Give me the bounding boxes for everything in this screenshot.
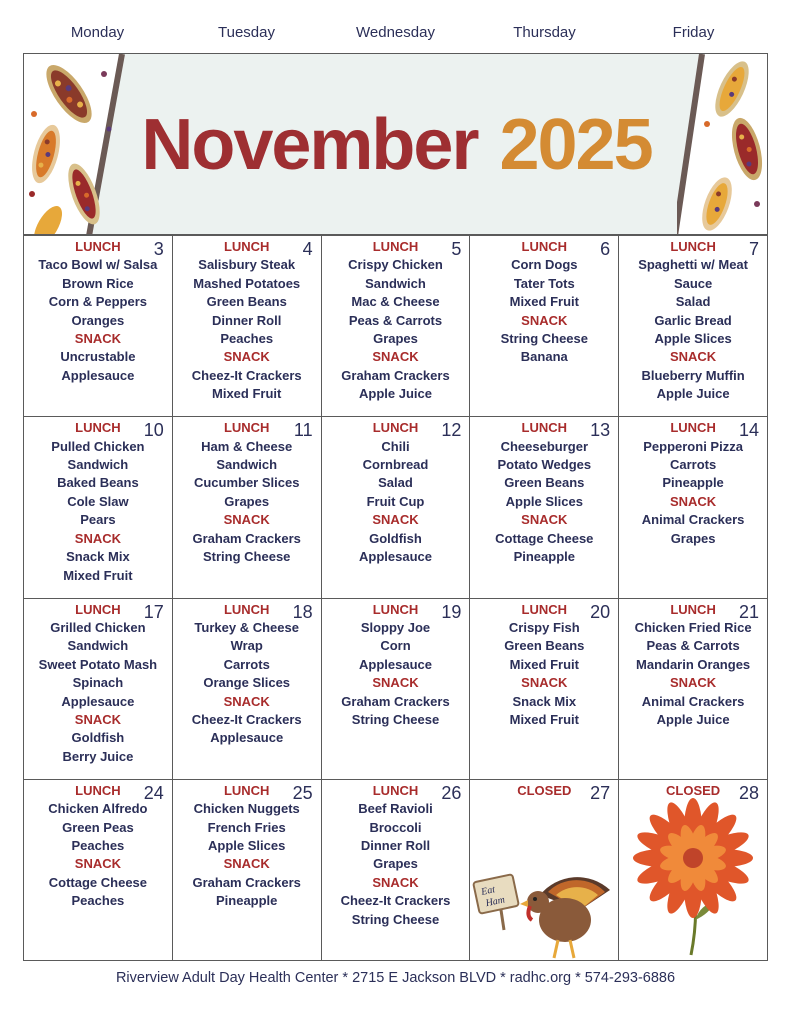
menu-item: Graham Crackers (341, 367, 450, 383)
menu-item: Peaches (71, 893, 125, 909)
menu-item: Pineapple (662, 475, 724, 491)
closed-label: CLOSED (666, 782, 721, 798)
menu-item: Sauce (673, 275, 713, 291)
menu-item: Baked Beans (57, 475, 139, 491)
menu-item: Graham Crackers (192, 874, 301, 890)
page-title (24, 104, 768, 186)
menu-item: Turkey & Cheese (194, 619, 299, 635)
snack-label: SNACK (372, 675, 419, 691)
day-cell (322, 417, 471, 598)
snack-label: SNACK (74, 530, 122, 546)
menu-item: Grapes (373, 331, 418, 347)
menu-item: Goldfish (71, 730, 125, 746)
eat-ham-sign (474, 874, 520, 914)
menu-item: Cornbread (362, 457, 429, 473)
day-cell (24, 780, 173, 961)
snack-label: SNACK (74, 856, 122, 872)
menu-item: Snack Mix (512, 693, 577, 709)
menu-item: Pepperoni Pizza (643, 438, 743, 454)
menu-list (24, 417, 172, 585)
menu-item: Animal Crackers (641, 693, 745, 709)
menu-item: Applesauce (359, 549, 432, 565)
menu-item: Salad (675, 294, 711, 310)
menu-item: Cole Slaw (67, 493, 129, 509)
lunch-label: LUNCH (670, 239, 716, 254)
lunch-label: LUNCH (75, 239, 121, 254)
day-number: 24 (143, 782, 164, 803)
menu-item: Cheeseburger (500, 438, 588, 454)
day-cell (470, 599, 619, 780)
menu-item: Cheez-It Crackers (191, 711, 302, 727)
day-cell (173, 599, 322, 780)
menu-item: Grilled Chicken (50, 619, 146, 635)
day-number: 25 (292, 782, 313, 803)
menu-item: Sandwich (216, 457, 278, 473)
menu-item: Grapes (670, 530, 716, 546)
menu-item: Green Peas (62, 819, 134, 835)
lunch-label: LUNCH (223, 782, 270, 798)
menu-item: Fruit Cup (366, 493, 425, 509)
day-number: 13 (590, 420, 611, 441)
closed-label: CLOSED (517, 782, 572, 798)
snack-label: SNACK (521, 675, 568, 691)
day-number: 7 (748, 239, 759, 259)
menu-item: Applesauce (210, 730, 284, 746)
menu-item: Crispy Fish (508, 619, 580, 635)
snack-label: SNACK (74, 331, 122, 347)
day-number: 12 (441, 420, 462, 441)
menu-item: Cheez-It Crackers (191, 367, 302, 383)
menu-item: Dinner Roll (360, 837, 431, 853)
menu-item: Green Beans (206, 294, 287, 310)
menu-item: Cottage Cheese (495, 530, 594, 546)
menu-item: Mixed Fruit (509, 294, 579, 310)
lunch-label: LUNCH (223, 239, 270, 254)
menu-item: Sandwich (365, 275, 426, 291)
menu-list (24, 236, 172, 385)
menu-item: String Cheese (500, 331, 588, 347)
svg-text:Ham: Ham (485, 894, 507, 909)
weekday-header (23, 24, 768, 46)
menu-item: Peas & Carrots (348, 312, 443, 328)
turkey-icon (470, 780, 618, 961)
day-cell (173, 780, 322, 961)
menu-item: Spinach (72, 675, 124, 691)
lunch-label: LUNCH (372, 782, 419, 798)
month-banner (23, 53, 768, 235)
flower-icon (619, 780, 767, 961)
menu-item: Pineapple (215, 893, 278, 909)
menu-item: Corn (380, 638, 411, 654)
menu-item: Cucumber Slices (193, 475, 300, 491)
day-number: 10 (143, 420, 164, 441)
day-cell (24, 417, 173, 598)
menu-item: Green Beans (504, 638, 585, 654)
menu-item: Ham & Cheese (201, 438, 293, 454)
lunch-label: LUNCH (75, 601, 121, 617)
day-number: 19 (441, 601, 462, 622)
day-cell (322, 780, 471, 961)
menu-item: Apple Juice (656, 711, 730, 727)
menu-item: Mixed Fruit (63, 567, 133, 583)
day-number: 6 (600, 239, 611, 259)
day-cell (173, 417, 322, 598)
menu-item: Animal Crackers (641, 512, 745, 528)
menu-item: Carrots (223, 656, 270, 672)
menu-item: Peas & Carrots (646, 638, 740, 654)
snack-label: SNACK (372, 874, 419, 890)
day-number: 18 (292, 601, 313, 622)
lunch-label: LUNCH (670, 420, 716, 436)
menu-item: Berry Juice (62, 748, 134, 764)
menu-item: Pulled Chicken (51, 438, 145, 454)
menu-item: Goldfish (369, 530, 422, 546)
menu-list (619, 236, 767, 404)
snack-label: SNACK (669, 675, 717, 691)
menu-item: Mandarin Oranges (636, 656, 751, 672)
day-cell (24, 599, 173, 780)
menu-item: Orange Slices (203, 675, 291, 691)
weekday-friday: Friday (672, 24, 715, 41)
menu-list (173, 236, 321, 404)
weekday-thursday: Thursday (513, 24, 576, 41)
menu-item: Graham Crackers (341, 693, 450, 709)
footer-contact: Riverview Adult Day Health Center * 2715 E Jackson BLVD * radhc.org * 574-293-6886 (115, 970, 676, 986)
menu-item: Garlic Bread (654, 312, 732, 328)
day-cell (322, 599, 471, 780)
day-number: 17 (143, 601, 164, 622)
menu-item: Tater Tots (513, 275, 575, 291)
menu-item: Salad (378, 475, 413, 491)
menu-item: Applesauce (61, 367, 135, 383)
menu-item: Apple Juice (359, 386, 432, 402)
menu-item: Pineapple (513, 549, 575, 565)
menu-item: Chicken Fried Rice (634, 619, 752, 635)
menu-item: Mixed Fruit (509, 656, 579, 672)
menu-item: Chili (381, 438, 410, 454)
day-number: 5 (451, 239, 462, 259)
menu-item: Snack Mix (66, 549, 130, 565)
lunch-label: LUNCH (372, 239, 419, 254)
day-cell (619, 599, 768, 780)
lunch-label: LUNCH (521, 239, 568, 254)
day-number: 21 (738, 601, 759, 622)
day-number: 3 (153, 239, 164, 259)
snack-label: SNACK (521, 512, 568, 528)
menu-item: Cottage Cheese (48, 874, 148, 890)
day-cell (470, 236, 619, 417)
menu-list (470, 236, 618, 367)
day-cell (619, 236, 768, 417)
menu-item: Apple Slices (654, 331, 732, 347)
menu-item: Beef Ravioli (358, 801, 433, 817)
day-cell (173, 236, 322, 417)
menu-item: French Fries (207, 819, 286, 835)
lunch-label: LUNCH (521, 601, 568, 617)
menu-item: Crispy Chicken (348, 257, 443, 273)
menu-item: Blueberry Muffin (641, 367, 745, 383)
menu-item: Peaches (71, 837, 125, 853)
menu-item: Grapes (373, 856, 418, 872)
menu-item: Applesauce (61, 693, 135, 709)
menu-item: Broccoli (369, 819, 422, 835)
snack-label: SNACK (223, 512, 270, 528)
menu-item: Banana (520, 349, 568, 365)
day-cell (619, 780, 768, 961)
day-number: 27 (590, 782, 611, 803)
menu-item: Taco Bowl w/ Salsa (38, 257, 158, 273)
lunch-label: LUNCH (372, 601, 419, 617)
snack-label: SNACK (74, 711, 122, 727)
snack-label: SNACK (669, 493, 717, 509)
menu-item: String Cheese (202, 549, 291, 565)
menu-item: Uncrustable (60, 349, 136, 365)
snack-label: SNACK (521, 312, 568, 328)
snack-label: SNACK (372, 349, 419, 365)
lunch-label: LUNCH (372, 420, 419, 436)
menu-item: Graham Crackers (192, 530, 301, 546)
weekday-tuesday: Tuesday (218, 24, 275, 41)
menu-list (322, 236, 470, 404)
menu-item: Applesauce (359, 656, 432, 672)
lunch-label: LUNCH (75, 782, 121, 798)
menu-item: String Cheese (351, 911, 440, 927)
menu-item: Chicken Alfredo (48, 801, 148, 817)
day-cell (619, 417, 768, 598)
snack-label: SNACK (669, 349, 717, 365)
menu-item: Apple Juice (656, 386, 730, 402)
day-number: 20 (590, 601, 611, 622)
menu-item: Corn & Peppers (48, 294, 148, 310)
calendar-grid (23, 235, 768, 961)
menu-item: Dinner Roll (212, 312, 282, 328)
day-number: 4 (302, 239, 313, 259)
menu-item: Carrots (669, 457, 717, 473)
weekday-monday: Monday (70, 24, 125, 41)
day-number: 28 (738, 782, 759, 803)
menu-item: Brown Rice (62, 275, 134, 291)
menu-item: Peaches (220, 331, 274, 347)
day-cell (322, 236, 471, 417)
menu-item: Mashed Potatoes (193, 275, 301, 291)
snack-label: SNACK (372, 512, 419, 528)
menu-item: Chicken Nuggets (193, 801, 300, 817)
menu-item: Wrap (230, 638, 263, 654)
weekday-wednesday: Wednesday (356, 24, 435, 41)
menu-item: Apple Slices (208, 837, 286, 853)
lunch-label: LUNCH (521, 420, 568, 436)
menu-item: Grapes (224, 493, 270, 509)
lunch-label: LUNCH (670, 601, 716, 617)
menu-item: Spaghetti w/ Meat (638, 257, 748, 273)
menu-item: Salisbury Steak (198, 257, 296, 273)
lunch-label: LUNCH (223, 601, 270, 617)
day-cell (470, 417, 619, 598)
menu-item: Mixed Fruit (509, 711, 579, 727)
menu-item: Pears (80, 512, 116, 528)
snack-label: SNACK (223, 349, 270, 365)
menu-item: String Cheese (351, 711, 440, 727)
day-cell (24, 236, 173, 417)
menu-item: Potato Wedges (497, 457, 592, 473)
menu-item: Cheez-It Crackers (340, 893, 451, 909)
menu-item: Mac & Cheese (351, 294, 440, 310)
menu-item: Oranges (71, 312, 125, 328)
menu-item: Apple Slices (505, 493, 583, 509)
day-number: 11 (293, 420, 313, 441)
menu-item: Sandwich (67, 457, 129, 473)
lunch-label: LUNCH (75, 420, 121, 436)
lunch-label: LUNCH (223, 420, 270, 436)
menu-item: Green Beans (504, 475, 585, 491)
snack-label: SNACK (223, 693, 270, 709)
menu-item: Sandwich (67, 638, 129, 654)
menu-item: Sloppy Joe (360, 619, 431, 635)
title-year: 2025 (499, 105, 652, 185)
day-number: 26 (441, 782, 462, 803)
title-month: November (141, 105, 478, 185)
menu-item: Sweet Potato Mash (38, 656, 158, 672)
menu-item: Mixed Fruit (212, 386, 282, 402)
day-number: 14 (738, 420, 759, 441)
svg-text:Eat: Eat (480, 883, 497, 898)
day-cell (470, 780, 619, 961)
snack-label: SNACK (223, 856, 270, 872)
menu-list (24, 599, 172, 767)
menu-item: Corn Dogs (511, 257, 578, 273)
